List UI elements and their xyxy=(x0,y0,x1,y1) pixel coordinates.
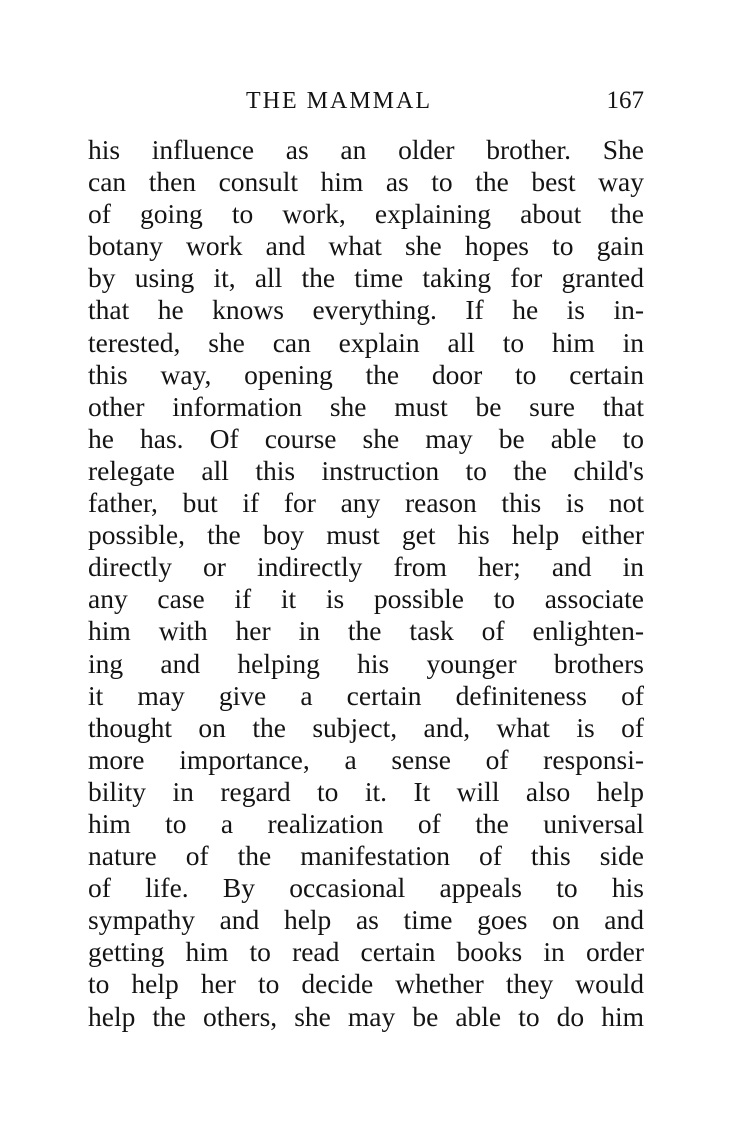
running-head xyxy=(88,86,644,120)
text-line: other information she must be sure that xyxy=(88,390,644,422)
text-line: it may give a certain definiteness of xyxy=(88,679,644,711)
text-line: nature of the manifestation of this side xyxy=(88,840,644,872)
text-line: him to a realization of the universal xyxy=(88,807,644,839)
text-line: of life. By occasional appeals to his xyxy=(88,872,644,904)
text-line: that he knows everything. If he is in- xyxy=(88,294,644,326)
body-text xyxy=(88,134,644,1033)
text-line: getting him to read certain books in order xyxy=(88,936,644,968)
text-line: he has. Of course she may be able to xyxy=(88,422,644,454)
text-line: thought on the subject, and, what is of xyxy=(88,711,644,743)
text-line: possible, the boy must get his help either xyxy=(88,519,644,551)
text-line: bility in regard to it. It will also help xyxy=(88,775,644,807)
text-line: sympathy and help as time goes on and xyxy=(88,904,644,936)
text-line: relegate all this instruction to the child's xyxy=(88,454,644,486)
text-line: more importance, a sense of responsi- xyxy=(88,743,644,775)
text-line: to help her to decide whether they would xyxy=(88,968,644,1000)
running-title: THE MAMMAL xyxy=(246,88,432,114)
text-line: help the others, she may be able to do him xyxy=(88,1000,644,1032)
text-line: of going to work, explaining about the xyxy=(88,198,644,230)
text-line: botany work and what she hopes to gain xyxy=(88,230,644,262)
text-line: this way, opening the door to certain xyxy=(88,358,644,390)
text-line: his influence as an older brother. She xyxy=(88,134,644,165)
text-line: can then consult him as to the best way xyxy=(88,166,644,198)
text-line: ing and helping his younger brothers xyxy=(88,647,644,679)
text-line: father, but if for any reason this is not xyxy=(88,487,644,519)
text-line: terested, she can explain all to him in xyxy=(88,326,644,358)
text-line: him with her in the task of enlighten- xyxy=(88,615,644,647)
text-line: any case if it is possible to associate xyxy=(88,583,644,615)
page-number: 167 xyxy=(606,87,644,114)
text-line: by using it, all the time taking for granted xyxy=(88,262,644,294)
text-line: directly or indirectly from her; and in xyxy=(88,551,644,583)
